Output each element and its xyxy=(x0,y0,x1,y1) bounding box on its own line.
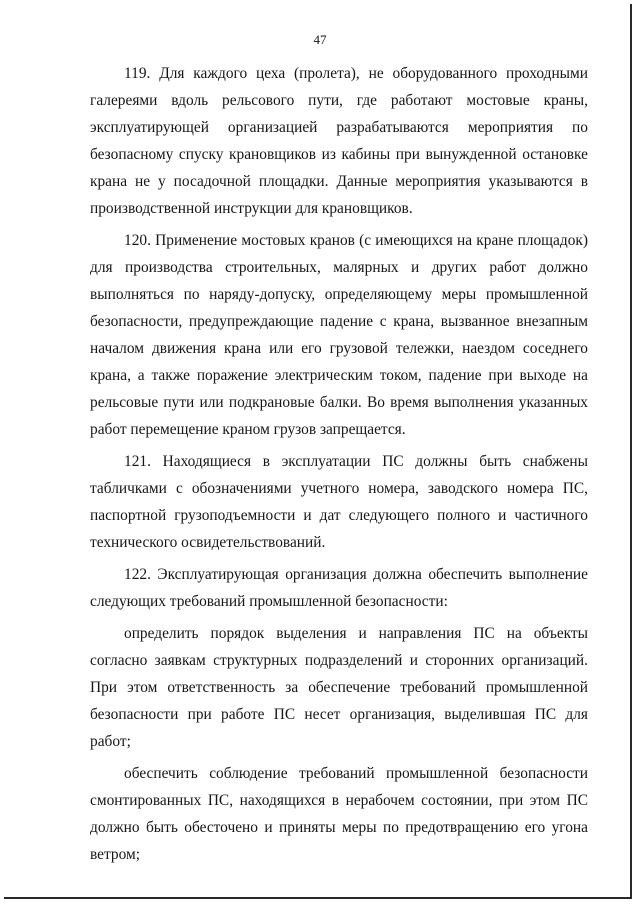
paragraph-119: 119. Для каждого цеха (пролета), не оборудованного проходными галереями вдоль рельсового пути, где работают мостовые краны, эксплуатирующей организацией разрабатываются мероприятия по безопасному спуску крановщиков из кабины при вынужденной остановке крана не у посадочной площадки. Данные мероприятия указываются в производственной инструкции для крановщиков. xyxy=(90,65,588,217)
paragraph-122-item-1: определить порядок выделения и направления ПС на объекты согласно заявкам структурных подразделений и сторонних организаций. При этом ответственность за обеспечение требований промышленной безопасности при работе ПС несет организация, выделившая ПС для работ; xyxy=(90,625,588,750)
paragraph-122-item-2: обеспечить соблюдение требований промышленной безопасности смонтированных ПС, находящихся в нерабочем состоянии, при этом ПС должно быть обесточено и приняты меры по предотвращению его угона ветром; xyxy=(90,765,588,863)
page-number: 47 xyxy=(313,32,327,47)
paragraph-122: 122. Эксплуатирующая организация должна обеспечить выполнение следующих требований промышленной безопасности: xyxy=(90,566,588,610)
document-body xyxy=(90,60,588,873)
paragraph-121: 121. Находящиеся в эксплуатации ПС должны быть снабжены табличками с обозначениями учетного номера, заводского номера ПС, паспортной грузоподъемности и дат следующего полного и частичного технического освидетельствований. xyxy=(90,453,588,551)
paragraph-120: 120. Применение мостовых кранов (с имеющихся на кране площадок) для производства строительных, малярных и других работ должно выполняться по наряду-допуску, определяющему меры промышленной безопасности, предупреждающие падение с крана, вызванное внезапным началом движения крана или его грузовой тележки, наездом соседнего крана, а также поражение электрическим током, падение при выходе на рельсовые пути или подкрановые балки. Во время выполнения указанных работ перемещение краном грузов запрещается. xyxy=(90,232,588,438)
